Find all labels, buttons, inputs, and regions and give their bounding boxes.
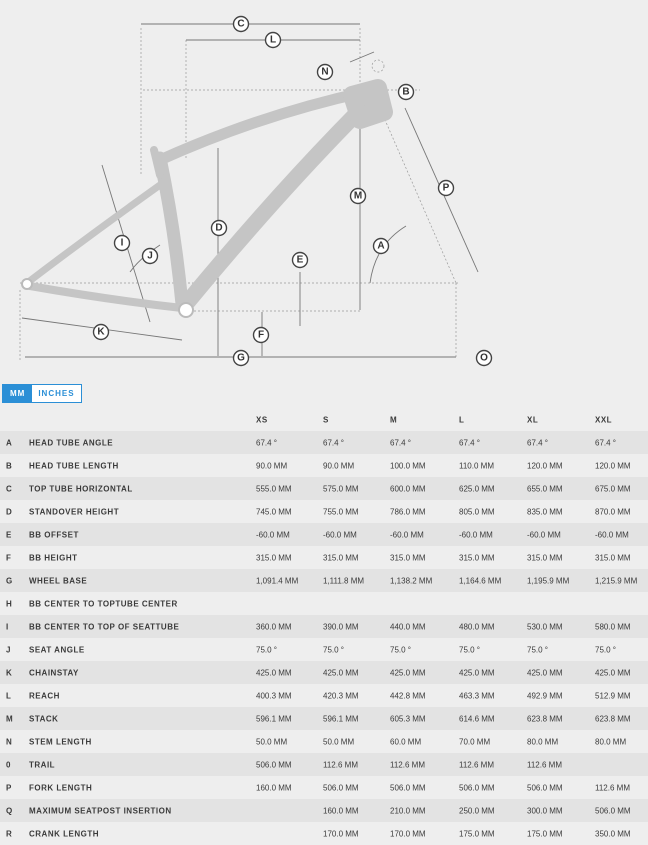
row-letter: Q [6,806,13,815]
row-value: 575.0 MM [323,484,359,493]
row-value: 870.0 MM [595,507,631,516]
row-value: 420.3 MM [323,691,359,700]
row-value: 440.0 MM [390,622,426,631]
table-row [0,638,648,661]
row-value: 506.0 MM [595,806,631,815]
row-letter: 0 [6,760,11,769]
row-letter: E [6,530,12,539]
row-value: 1,091.4 MM [256,576,299,585]
row-label: STACK [29,714,59,723]
svg-text:F: F [257,329,265,341]
table-row [0,454,648,477]
row-value: -60.0 MM [323,530,357,539]
row-label: MAXIMUM SEATPOST INSERTION [29,806,172,815]
row-label: TRAIL [29,760,56,769]
row-value: 596.1 MM [256,714,292,723]
row-letter: F [6,553,11,562]
size-header: XS [256,415,268,424]
row-value: 170.0 MM [390,829,426,838]
row-value: 425.0 MM [390,668,426,677]
row-value: 425.0 MM [595,668,631,677]
row-value: -60.0 MM [595,530,629,539]
row-value: 506.0 MM [323,783,359,792]
table-row [0,523,648,546]
row-label: REACH [29,691,60,700]
row-value: 60.0 MM [390,737,422,746]
row-value: 400.3 MM [256,691,292,700]
dimension-lines [22,24,478,357]
row-value: -60.0 MM [390,530,424,539]
row-label: HEAD TUBE ANGLE [29,438,114,447]
row-letter: G [6,576,13,585]
row-value: 655.0 MM [527,484,563,493]
row-label: WHEEL BASE [29,576,88,585]
row-value: 625.0 MM [459,484,495,493]
row-value: 492.9 MM [527,691,563,700]
row-label: FORK LENGTH [29,783,93,792]
row-value: 112.6 MM [527,760,562,769]
row-value: 75.0 ° [459,645,480,654]
svg-text:M: M [353,190,363,202]
table-row [0,753,648,776]
row-value: 110.0 MM [459,461,494,470]
row-value: 67.4 ° [527,438,548,447]
table-row [0,822,648,845]
marker-i [115,236,130,251]
row-value: 67.4 ° [459,438,480,447]
geometry-diagram [0,0,648,378]
row-value: 315.0 MM [256,553,292,562]
row-value: 100.0 MM [390,461,426,470]
unit-mm-button[interactable]: MM [3,385,32,402]
table-row [0,546,648,569]
row-value: 755.0 MM [323,507,359,516]
row-label: STEM LENGTH [29,737,92,746]
row-letter: B [6,461,12,470]
row-value: 555.0 MM [256,484,292,493]
row-label: BB HEIGHT [29,553,78,562]
row-letter: I [6,622,9,631]
marker-j [143,249,158,264]
svg-text:E: E [296,254,304,266]
row-value: 80.0 MM [527,737,559,746]
row-value: 623.8 MM [527,714,563,723]
size-header: XXL [595,415,613,424]
svg-text:D: D [215,222,223,234]
row-value: 210.0 MM [390,806,426,815]
marker-f [254,328,269,343]
svg-text:I: I [120,237,124,249]
row-letter: A [6,438,12,447]
row-value: 360.0 MM [256,622,292,631]
row-value: 112.6 MM [595,783,630,792]
row-value: -60.0 MM [459,530,493,539]
row-value: 50.0 MM [256,737,288,746]
row-value: 463.3 MM [459,691,495,700]
row-value: 623.8 MM [595,714,631,723]
row-value: 596.1 MM [323,714,359,723]
row-value: 605.3 MM [390,714,426,723]
row-value: 442.8 MM [390,691,426,700]
row-value: 67.4 ° [390,438,411,447]
row-value: 170.0 MM [323,829,359,838]
row-value: 350.0 MM [595,829,631,838]
unit-inches-button[interactable]: INCHES [38,389,75,398]
row-value: 175.0 MM [459,829,495,838]
row-value: 160.0 MM [256,783,292,792]
table-row [0,776,648,799]
row-value: 512.9 MM [595,691,631,700]
row-value: 75.0 ° [390,645,411,654]
row-value: 250.0 MM [459,806,495,815]
marker-m [351,189,366,204]
size-header: M [390,415,398,424]
marker-n [318,65,333,80]
row-value: 315.0 MM [527,553,563,562]
row-value: 805.0 MM [459,507,495,516]
row-value: 614.6 MM [459,714,495,723]
row-label: BB OFFSET [29,530,79,539]
table-row [0,592,648,615]
table-row [0,500,648,523]
row-value: 580.0 MM [595,622,631,631]
row-value: 112.6 MM [323,760,358,769]
table-row [0,477,648,500]
row-letter: J [6,645,11,654]
row-value: 75.0 ° [595,645,616,654]
row-value: 160.0 MM [323,806,359,815]
marker-e [293,253,308,268]
row-value: 75.0 ° [323,645,344,654]
row-label: BB CENTER TO TOPTUBE CENTER [29,599,178,608]
row-value: 175.0 MM [527,829,563,838]
row-value: -60.0 MM [256,530,290,539]
row-value: 506.0 MM [256,760,292,769]
row-value: 530.0 MM [527,622,563,631]
row-value: 745.0 MM [256,507,292,516]
table-row [0,431,648,454]
row-value: 675.0 MM [595,484,631,493]
row-value: 120.0 MM [527,461,563,470]
row-letter: M [6,714,13,723]
row-letter: N [6,737,12,746]
marker-p [439,181,454,196]
row-label: SEAT ANGLE [29,645,85,654]
row-value: 506.0 MM [459,783,495,792]
marker-b [399,85,414,100]
row-value: 75.0 ° [256,645,277,654]
row-letter: L [6,691,11,700]
row-value: 120.0 MM [595,461,631,470]
svg-text:P: P [442,182,450,194]
row-value: 1,215.9 MM [595,576,638,585]
table-row [0,684,648,707]
svg-text:L: L [269,34,277,46]
row-value: 67.4 ° [595,438,616,447]
row-letter: D [6,507,12,516]
row-label: STANDOVER HEIGHT [29,507,120,516]
marker-d [212,221,227,236]
size-header: XL [527,415,539,424]
row-value: 67.4 ° [256,438,277,447]
row-value: 90.0 MM [256,461,288,470]
row-value: 315.0 MM [595,553,631,562]
row-label: CRANK LENGTH [29,829,99,838]
row-label: CHAINSTAY [29,668,79,677]
geometry-table [0,408,648,845]
row-value: 390.0 MM [323,622,359,631]
row-value: 67.4 ° [323,438,344,447]
row-value: 1,164.6 MM [459,576,502,585]
table-row [0,707,648,730]
marker-c [234,17,249,32]
table-row [0,661,648,684]
row-value: 425.0 MM [256,668,292,677]
marker-a [374,239,389,254]
svg-text:C: C [237,18,245,30]
row-value: 506.0 MM [390,783,426,792]
row-letter: C [6,484,12,493]
row-value: 480.0 MM [459,622,495,631]
row-value: 315.0 MM [323,553,359,562]
svg-text:K: K [97,326,105,338]
row-value: 835.0 MM [527,507,563,516]
row-value: 70.0 MM [459,737,491,746]
row-value: 1,138.2 MM [390,576,433,585]
size-header: L [459,415,465,424]
row-label: TOP TUBE HORIZONTAL [29,484,133,493]
row-value: 112.6 MM [459,760,494,769]
row-label: BB CENTER TO TOP OF SEATTUBE [29,622,180,631]
unit-toggle [2,384,82,403]
guide-lines [20,28,460,360]
row-value: 75.0 ° [527,645,548,654]
marker-g [234,351,249,366]
row-value: 315.0 MM [390,553,426,562]
row-value: 786.0 MM [390,507,426,516]
row-value: 1,195.9 MM [527,576,570,585]
svg-text:J: J [147,250,153,262]
svg-text:G: G [237,352,245,364]
size-header: S [323,415,329,424]
row-value: -60.0 MM [527,530,561,539]
table-row [0,569,648,592]
row-value: 425.0 MM [527,668,563,677]
row-label: HEAD TUBE LENGTH [29,461,119,470]
svg-text:A: A [377,240,385,252]
table-row [0,730,648,753]
table-row [0,799,648,822]
table-row [0,615,648,638]
row-value: 80.0 MM [595,737,627,746]
marker-o [477,351,492,366]
row-value: 90.0 MM [323,461,355,470]
svg-text:O: O [480,352,488,364]
svg-text:B: B [402,86,410,98]
row-value: 600.0 MM [390,484,426,493]
svg-text:N: N [321,66,329,78]
row-value: 425.0 MM [459,668,495,677]
row-value: 425.0 MM [323,668,359,677]
row-letter: K [6,668,12,677]
marker-k [94,325,109,340]
row-value: 506.0 MM [527,783,563,792]
row-letter: P [6,783,12,792]
row-value: 112.6 MM [390,760,425,769]
row-letter: H [6,599,12,608]
table-header [0,408,648,431]
row-value: 1,111.8 MM [323,576,365,585]
row-value: 50.0 MM [323,737,355,746]
row-value: 300.0 MM [527,806,563,815]
row-value: 315.0 MM [459,553,495,562]
marker-l [266,33,281,48]
row-letter: R [6,829,12,838]
